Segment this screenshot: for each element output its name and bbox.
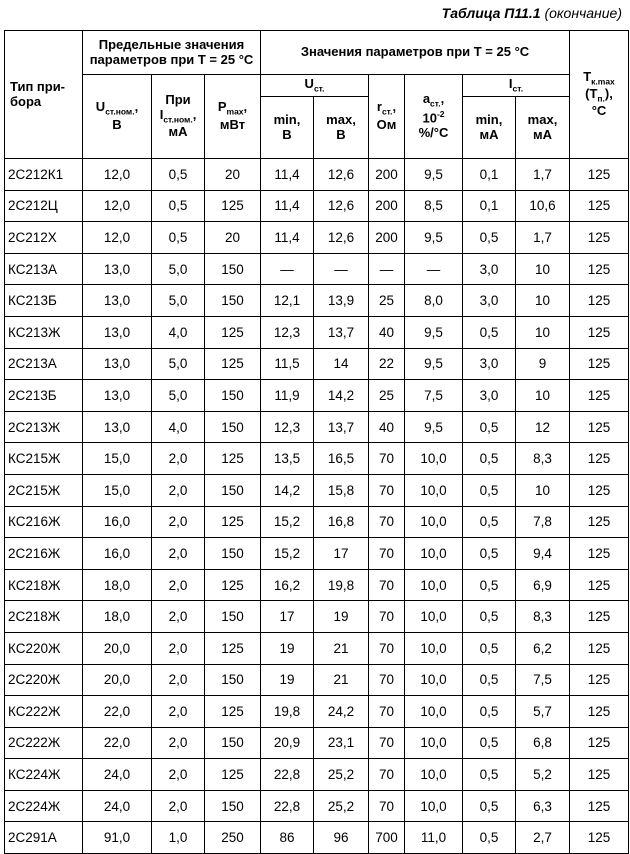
- table-cell: 1,7: [516, 222, 570, 254]
- table-cell: 0,5: [463, 316, 516, 348]
- table-cell: 14: [314, 348, 369, 380]
- table-cell: 20,0: [83, 632, 152, 664]
- device-type-cell: 2С212Ц: [5, 190, 83, 222]
- table-cell: 0,5: [463, 822, 516, 854]
- table-cell: 19: [261, 664, 314, 696]
- device-type-cell: КС222Ж: [5, 696, 83, 728]
- table-cell: 200: [369, 222, 405, 254]
- table-cell: 70: [369, 727, 405, 759]
- table-cell: 6,9: [516, 569, 570, 601]
- table-cell: 13,0: [83, 285, 152, 317]
- table-cell: 125: [570, 727, 629, 759]
- table-cell: 96: [314, 822, 369, 854]
- table-cell: 12,0: [83, 222, 152, 254]
- table-cell: 10: [516, 316, 570, 348]
- table-cell: 0,5: [463, 411, 516, 443]
- table-row: [5, 190, 629, 222]
- table-cell: 125: [205, 443, 261, 475]
- table-cell: 125: [205, 348, 261, 380]
- table-cell: 0,5: [463, 601, 516, 633]
- table-cell: 25: [369, 285, 405, 317]
- table-cell: 10,0: [405, 727, 463, 759]
- zener-diode-table: [4, 30, 629, 854]
- device-type-cell: КС213Ж: [5, 316, 83, 348]
- table-cell: 19: [261, 632, 314, 664]
- header-tmax: $T_{к.max}$ $(T_{п.})$, °C: [570, 31, 629, 159]
- table-cell: 25: [369, 380, 405, 412]
- table-cell: 9,5: [405, 159, 463, 191]
- table-cell: 125: [205, 696, 261, 728]
- table-cell: 13,0: [83, 411, 152, 443]
- table-cell: 125: [570, 538, 629, 570]
- table-cell: 125: [570, 822, 629, 854]
- table-row: [5, 222, 629, 254]
- table-cell: 13,7: [314, 316, 369, 348]
- table-cell: 12,6: [314, 190, 369, 222]
- table-cell: 18,0: [83, 569, 152, 601]
- table-cell: 10,0: [405, 601, 463, 633]
- device-type-cell: 2С218Ж: [5, 601, 83, 633]
- table-cell: 10: [516, 285, 570, 317]
- table-cell: 0,5: [463, 759, 516, 791]
- table-cell: 20,9: [261, 727, 314, 759]
- table-cell: 22,8: [261, 759, 314, 791]
- table-cell: 2,0: [152, 759, 205, 791]
- table-cell: 12: [516, 411, 570, 443]
- table-row: [5, 759, 629, 791]
- table-cell: 125: [205, 506, 261, 538]
- table-row: [5, 159, 629, 191]
- device-type-cell: 2С220Ж: [5, 664, 83, 696]
- table-cell: 10,6: [516, 190, 570, 222]
- table-cell: —: [369, 253, 405, 285]
- table-cell: 2,0: [152, 696, 205, 728]
- table-row: [5, 316, 629, 348]
- table-cell: 18,0: [83, 601, 152, 633]
- table-cell: 19: [314, 601, 369, 633]
- table-cell: 13,0: [83, 253, 152, 285]
- table-cell: 125: [570, 159, 629, 191]
- caption-title: Таблица П11.1: [441, 5, 541, 21]
- table-cell: 24,0: [83, 790, 152, 822]
- table-cell: 9,5: [405, 222, 463, 254]
- table-cell: 9,5: [405, 316, 463, 348]
- device-type-cell: 2С213Ж: [5, 411, 83, 443]
- table-cell: 0,5: [463, 538, 516, 570]
- table-cell: 11,5: [261, 348, 314, 380]
- table-cell: 125: [205, 569, 261, 601]
- table-cell: 10,0: [405, 790, 463, 822]
- table-cell: 11,4: [261, 190, 314, 222]
- table-cell: 15,2: [261, 538, 314, 570]
- table-cell: 4,0: [152, 316, 205, 348]
- table-cell: 10,0: [405, 443, 463, 475]
- table-row: [5, 632, 629, 664]
- table-cell: 0,5: [463, 790, 516, 822]
- table-row: [5, 696, 629, 728]
- device-type-cell: КС224Ж: [5, 759, 83, 791]
- table-cell: 22,0: [83, 727, 152, 759]
- table-cell: 125: [205, 632, 261, 664]
- table-row: [5, 727, 629, 759]
- table-cell: 10,0: [405, 696, 463, 728]
- table-cell: 11,4: [261, 222, 314, 254]
- table-cell: 12,0: [83, 190, 152, 222]
- table-cell: 12,3: [261, 316, 314, 348]
- table-cell: 10: [516, 253, 570, 285]
- header-u-st: $U_{ст.}$: [261, 75, 369, 97]
- table-cell: 5,0: [152, 253, 205, 285]
- table-cell: 10,0: [405, 632, 463, 664]
- device-type-cell: КС220Ж: [5, 632, 83, 664]
- table-cell: 11,9: [261, 380, 314, 412]
- table-cell: 12,6: [314, 159, 369, 191]
- table-cell: 12,1: [261, 285, 314, 317]
- table-cell: 0,5: [463, 506, 516, 538]
- table-cell: 125: [570, 253, 629, 285]
- table-cell: 150: [205, 790, 261, 822]
- table-cell: 19,8: [261, 696, 314, 728]
- table-cell: 3,0: [463, 253, 516, 285]
- table-cell: 13,7: [314, 411, 369, 443]
- table-cell: 250: [205, 822, 261, 854]
- table-cell: 3,0: [463, 380, 516, 412]
- table-cell: 19,8: [314, 569, 369, 601]
- device-type-cell: КС216Ж: [5, 506, 83, 538]
- table-cell: —: [314, 253, 369, 285]
- table-cell: 14,2: [314, 380, 369, 412]
- table-cell: 0,5: [463, 443, 516, 475]
- table-caption: [442, 5, 622, 21]
- table-cell: 14,2: [261, 474, 314, 506]
- table-cell: 15,0: [83, 443, 152, 475]
- table-body: [5, 159, 629, 854]
- table-cell: 0,5: [152, 222, 205, 254]
- table-cell: 2,0: [152, 632, 205, 664]
- table-cell: 70: [369, 632, 405, 664]
- header-i-max: max, мА: [516, 97, 570, 159]
- device-type-cell: 2С224Ж: [5, 790, 83, 822]
- table-cell: 22,8: [261, 790, 314, 822]
- device-type-cell: КС215Ж: [5, 443, 83, 475]
- table-cell: 8,3: [516, 443, 570, 475]
- table-cell: 125: [570, 790, 629, 822]
- header-u-nom: $U_{ст.ном.}$, В: [83, 75, 152, 159]
- header-u-max: max, В: [314, 97, 369, 159]
- table-cell: 125: [570, 664, 629, 696]
- table-cell: 21: [314, 632, 369, 664]
- table-cell: 1,7: [516, 159, 570, 191]
- table-cell: 70: [369, 474, 405, 506]
- table-row: [5, 538, 629, 570]
- table-row: [5, 569, 629, 601]
- table-cell: 23,1: [314, 727, 369, 759]
- table-cell: 125: [570, 569, 629, 601]
- table-cell: 150: [205, 411, 261, 443]
- table-cell: 13,0: [83, 348, 152, 380]
- table-cell: 10,0: [405, 569, 463, 601]
- header-limit-group: Предельные значения параметров при T = 25 °C: [83, 31, 261, 75]
- table-cell: 2,0: [152, 727, 205, 759]
- table-cell: 0,5: [463, 222, 516, 254]
- header-i-min: min, мА: [463, 97, 516, 159]
- table-cell: 200: [369, 190, 405, 222]
- device-type-cell: 2С212Х: [5, 222, 83, 254]
- table-cell: 10: [516, 474, 570, 506]
- table-cell: 9,4: [516, 538, 570, 570]
- table-cell: 9,5: [405, 348, 463, 380]
- header-i-at: При $I_{ст.ном.}$, мА: [152, 75, 205, 159]
- table-cell: 125: [570, 443, 629, 475]
- table-cell: 70: [369, 601, 405, 633]
- device-type-cell: КС218Ж: [5, 569, 83, 601]
- table-cell: 0,5: [463, 569, 516, 601]
- table-cell: 10,0: [405, 538, 463, 570]
- table-cell: 70: [369, 664, 405, 696]
- header-r-st: $r_{ст.}$, Ом: [369, 75, 405, 159]
- device-type-cell: 2С216Ж: [5, 538, 83, 570]
- table-cell: 2,7: [516, 822, 570, 854]
- table-cell: 12,0: [83, 159, 152, 191]
- table-cell: 11,0: [405, 822, 463, 854]
- table-cell: 150: [205, 538, 261, 570]
- table-cell: 8,0: [405, 285, 463, 317]
- table-cell: 150: [205, 601, 261, 633]
- table-cell: 5,7: [516, 696, 570, 728]
- table-cell: 150: [205, 727, 261, 759]
- device-type-cell: 2С213Б: [5, 380, 83, 412]
- table-cell: 13,5: [261, 443, 314, 475]
- table-cell: 10,0: [405, 506, 463, 538]
- table-cell: 20: [205, 222, 261, 254]
- table-cell: 2,0: [152, 506, 205, 538]
- table-cell: 70: [369, 569, 405, 601]
- table-row: [5, 411, 629, 443]
- table-cell: 150: [205, 380, 261, 412]
- table-cell: 200: [369, 159, 405, 191]
- table-cell: 0,1: [463, 159, 516, 191]
- table-cell: 40: [369, 316, 405, 348]
- table-cell: 10,0: [405, 474, 463, 506]
- table-cell: 9: [516, 348, 570, 380]
- table-row: [5, 601, 629, 633]
- caption-note: (окончание): [544, 5, 622, 21]
- table-cell: 125: [570, 348, 629, 380]
- table-cell: 20,0: [83, 664, 152, 696]
- table-cell: 25,2: [314, 790, 369, 822]
- table-cell: 16,0: [83, 538, 152, 570]
- header-p-max: $P_{max}$, мВт: [205, 75, 261, 159]
- table-cell: 16,2: [261, 569, 314, 601]
- table-cell: 15,2: [261, 506, 314, 538]
- table-cell: 8,5: [405, 190, 463, 222]
- table-cell: 25,2: [314, 759, 369, 791]
- table-cell: 4,0: [152, 411, 205, 443]
- table-cell: 3,0: [463, 285, 516, 317]
- table-cell: 17: [261, 601, 314, 633]
- table-cell: 22: [369, 348, 405, 380]
- table-row: [5, 822, 629, 854]
- table-cell: 125: [570, 601, 629, 633]
- table-row: [5, 348, 629, 380]
- table-cell: 0,5: [463, 474, 516, 506]
- table-cell: 125: [570, 506, 629, 538]
- table-cell: 16,5: [314, 443, 369, 475]
- table-cell: —: [405, 253, 463, 285]
- table-cell: 2,0: [152, 601, 205, 633]
- header-param-group: Значения параметров при T = 25 °C: [261, 31, 570, 75]
- table-cell: 5,2: [516, 759, 570, 791]
- table-cell: 0,5: [463, 727, 516, 759]
- table-cell: 2,0: [152, 664, 205, 696]
- table-cell: 9,5: [405, 411, 463, 443]
- table-cell: 15,8: [314, 474, 369, 506]
- table-cell: 0,5: [152, 190, 205, 222]
- table-cell: 3,0: [463, 348, 516, 380]
- table-cell: 70: [369, 790, 405, 822]
- table-cell: 70: [369, 538, 405, 570]
- table-cell: 125: [570, 632, 629, 664]
- table-cell: 125: [570, 759, 629, 791]
- table-cell: 24,0: [83, 759, 152, 791]
- table-cell: 0,5: [152, 159, 205, 191]
- table-cell: 150: [205, 253, 261, 285]
- table-cell: 24,2: [314, 696, 369, 728]
- table-cell: 150: [205, 285, 261, 317]
- header-u-min: min, В: [261, 97, 314, 159]
- device-type-cell: КС213А: [5, 253, 83, 285]
- table-cell: 16,8: [314, 506, 369, 538]
- table-cell: 70: [369, 443, 405, 475]
- table-cell: 1,0: [152, 822, 205, 854]
- table-cell: 10: [516, 380, 570, 412]
- device-type-cell: 2С212К1: [5, 159, 83, 191]
- table-cell: 0,5: [463, 664, 516, 696]
- table-cell: 12,6: [314, 222, 369, 254]
- table-cell: 70: [369, 759, 405, 791]
- header-type: Тип при-бора: [5, 31, 83, 159]
- table-cell: 13,9: [314, 285, 369, 317]
- table-row: [5, 253, 629, 285]
- table-cell: 17: [314, 538, 369, 570]
- table-cell: 11,4: [261, 159, 314, 191]
- table-cell: 13,0: [83, 380, 152, 412]
- table-cell: 0,5: [463, 632, 516, 664]
- table-cell: 125: [205, 316, 261, 348]
- table-cell: 2,0: [152, 790, 205, 822]
- table-cell: 0,5: [463, 696, 516, 728]
- table-cell: 7,8: [516, 506, 570, 538]
- table-cell: 5,0: [152, 285, 205, 317]
- table-cell: 125: [205, 759, 261, 791]
- device-type-cell: 2С215Ж: [5, 474, 83, 506]
- device-type-cell: 2С213А: [5, 348, 83, 380]
- table-cell: 700: [369, 822, 405, 854]
- table-cell: 125: [570, 222, 629, 254]
- table-cell: 125: [570, 696, 629, 728]
- table-cell: 86: [261, 822, 314, 854]
- table-cell: 15,0: [83, 474, 152, 506]
- table-cell: 6,8: [516, 727, 570, 759]
- table-row: [5, 285, 629, 317]
- table-cell: 21: [314, 664, 369, 696]
- table-row: [5, 380, 629, 412]
- device-type-cell: 2С222Ж: [5, 727, 83, 759]
- table-row: [5, 664, 629, 696]
- table-cell: 150: [205, 474, 261, 506]
- table-cell: 6,3: [516, 790, 570, 822]
- table-cell: 6,2: [516, 632, 570, 664]
- table-cell: 10,0: [405, 759, 463, 791]
- table-cell: 70: [369, 696, 405, 728]
- table-cell: 125: [570, 285, 629, 317]
- table-cell: 8,3: [516, 601, 570, 633]
- table-cell: 150: [205, 664, 261, 696]
- table-cell: 0,1: [463, 190, 516, 222]
- table-cell: 70: [369, 506, 405, 538]
- table-cell: 12,3: [261, 411, 314, 443]
- table-cell: 125: [570, 190, 629, 222]
- header-a-st: $a_{ст.}$, $10^{-2}$ %/°C: [405, 75, 463, 159]
- table-cell: 91,0: [83, 822, 152, 854]
- table-cell: 2,0: [152, 538, 205, 570]
- table-cell: 125: [570, 316, 629, 348]
- table-cell: 125: [570, 474, 629, 506]
- table-cell: 22,0: [83, 696, 152, 728]
- header-i-st: $I_{ст.}$: [463, 75, 570, 97]
- device-type-cell: 2С291А: [5, 822, 83, 854]
- table-cell: 5,0: [152, 380, 205, 412]
- table-cell: 7,5: [516, 664, 570, 696]
- table-cell: 2,0: [152, 569, 205, 601]
- table-row: [5, 506, 629, 538]
- table-cell: 7,5: [405, 380, 463, 412]
- table-cell: 20: [205, 159, 261, 191]
- device-type-cell: КС213Б: [5, 285, 83, 317]
- table-cell: 125: [205, 190, 261, 222]
- table-row: [5, 790, 629, 822]
- table-cell: 10,0: [405, 664, 463, 696]
- table-row: [5, 443, 629, 475]
- table-cell: 16,0: [83, 506, 152, 538]
- table-row: [5, 474, 629, 506]
- table-cell: 2,0: [152, 474, 205, 506]
- table-cell: 13,0: [83, 316, 152, 348]
- table-cell: 2,0: [152, 443, 205, 475]
- table-cell: 125: [570, 380, 629, 412]
- table-cell: 5,0: [152, 348, 205, 380]
- table-cell: 125: [570, 411, 629, 443]
- table-cell: —: [261, 253, 314, 285]
- table-cell: 40: [369, 411, 405, 443]
